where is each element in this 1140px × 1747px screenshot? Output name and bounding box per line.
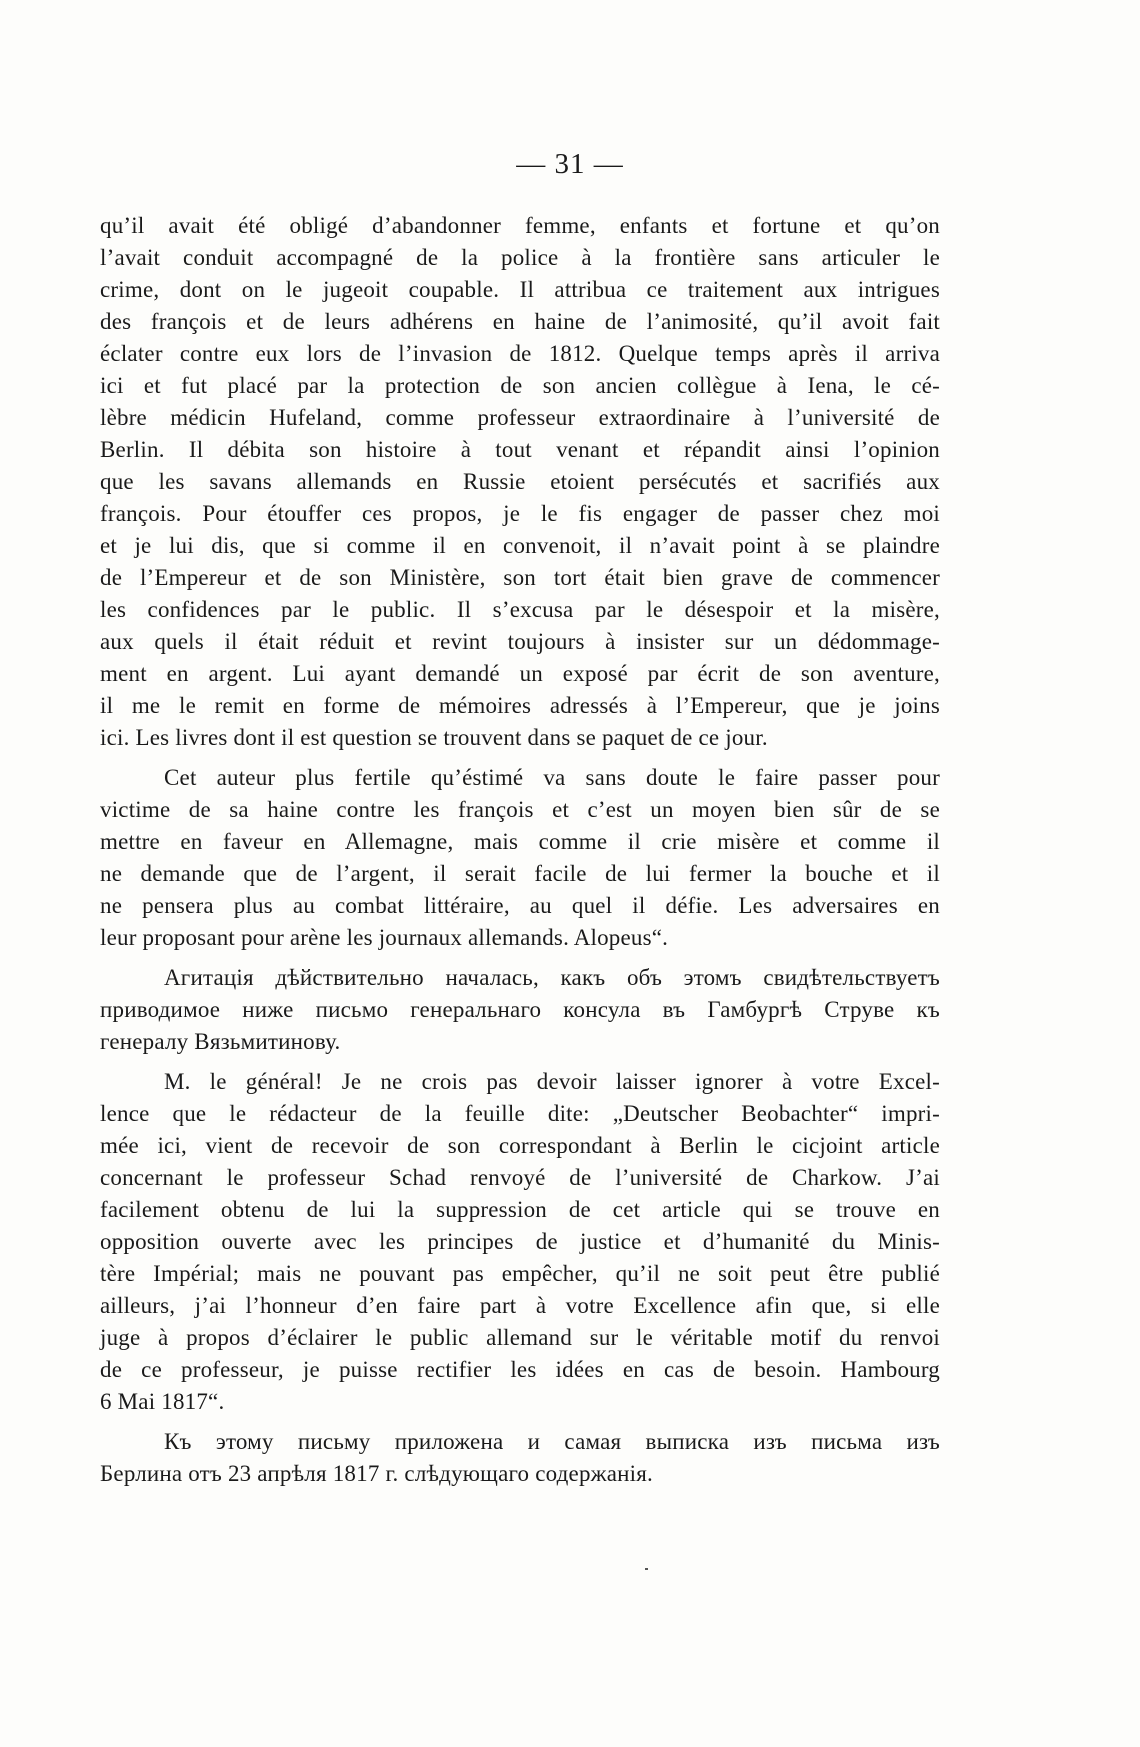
text-line: de ce professeur, je puisse rectifier les idées en cas de besoin. Hambourg xyxy=(100,1357,940,1382)
text-line: ici et fut placé par la protection de son ancien collègue à Iena, le cé- xyxy=(100,373,940,398)
text-line: leur proposant pour arène les journaux allemands. Alopeus“. xyxy=(100,925,669,950)
paragraph-gap xyxy=(100,1418,940,1426)
text-line: ment en argent. Lui ayant demandé un exposé par écrit de son aventure, xyxy=(100,661,940,686)
text-line: Къ этому письму приложена и самая выписка изъ письма изъ xyxy=(164,1429,940,1454)
text-line: concernant le professeur Schad renvoyé de l’université de Charkow. J’ai xyxy=(100,1165,940,1190)
paragraph-agitation xyxy=(100,962,940,1058)
body-text xyxy=(100,210,940,1490)
text-line: les confidences par le public. Il s’excusa par le désespoir et la misère, xyxy=(100,597,940,622)
page-number: — 31 — xyxy=(516,148,624,180)
text-line: 6 Mai 1817“. xyxy=(100,1389,225,1414)
paragraph-gap xyxy=(100,954,940,962)
text-line: l’avait conduit accompagné de la police à la frontière sans articuler le xyxy=(100,245,940,270)
text-line: facilement obtenu de lui la suppression de cet article qui se trouve en xyxy=(100,1197,940,1222)
text-line: mée ici, vient de recevoir de son correspondant à Berlin le cicjoint article xyxy=(100,1133,940,1158)
paragraph-struve-letter xyxy=(100,1066,940,1418)
text-line: генералу Вязьмитинову. xyxy=(100,1029,341,1054)
paragraph-letter-continuation xyxy=(100,210,940,754)
text-line: Берлина отъ 23 апрѣля 1817 г. слѣдующаго содержанія. xyxy=(100,1461,653,1486)
text-line: M. le général! Je ne crois pas devoir laisser ignorer à votre Excel- xyxy=(164,1069,940,1094)
text-line: приводимое ниже письмо генеральнаго консула въ Гамбургѣ Струве къ xyxy=(100,997,940,1022)
text-line: juge à propos d’éclairer le public allemand sur le véritable motif du renvoi xyxy=(100,1325,940,1350)
text-line: ailleurs, j’ai l’honneur d’en faire part à votre Excellence afin que, si elle xyxy=(100,1293,940,1318)
text-line: Berlin. Il débita son histoire à tout venant et répandit ainsi l’opinion xyxy=(100,437,940,462)
text-line: de l’Empereur et de son Ministère, son tort était bien grave de commencer xyxy=(100,565,940,590)
text-line: il me le remit en forme de mémoires adressés à l’Empereur, que je joins xyxy=(100,693,940,718)
text-line: aux quels il était réduit et revint toujours à insister sur un dédommage- xyxy=(100,629,940,654)
paragraph-attachment xyxy=(100,1426,940,1490)
text-line: crime, dont on le jugeoit coupable. Il attribua ce traitement aux intrigues xyxy=(100,277,940,302)
text-line: Cet auteur plus fertile qu’éstimé va sans doute le faire passer pour xyxy=(164,765,940,790)
text-line: éclater contre eux lors de l’invasion de 1812. Quelque temps après il arriva xyxy=(100,341,940,366)
paragraph-gap xyxy=(100,754,940,762)
text-line: lence que le rédacteur de la feuille dite: „Deutscher Beobachter“ impri- xyxy=(100,1101,940,1126)
text-line: qu’il avait été obligé d’abandonner femme, enfants et fortune et qu’on xyxy=(100,213,940,238)
paragraph-gap xyxy=(100,1058,940,1066)
text-line: et je lui dis, que si comme il en convenoit, il n’avait point à se plaindre xyxy=(100,533,940,558)
text-line: Агитація дѣйствительно началась, какъ объ этомъ свидѣтельствуетъ xyxy=(164,965,940,990)
text-line: françois. Pour étouffer ces propos, je le fis engager de passer chez moi xyxy=(100,501,940,526)
text-line: ici. Les livres dont il est question se trouvent dans se paquet de ce jour. xyxy=(100,725,768,750)
text-line: ne pensera plus au combat littéraire, au quel il défie. Les adversaires en xyxy=(100,893,940,918)
text-line: victime de sa haine contre les françois et c’est un moyen bien sûr de se xyxy=(100,797,940,822)
text-line: opposition ouverte avec les principes de justice et d’humanité du Minis- xyxy=(100,1229,940,1254)
paragraph-alopeus xyxy=(100,762,940,954)
text-line: tère Impérial; mais ne pouvant pas empêcher, qu’il ne soit peut être publié xyxy=(100,1261,940,1286)
text-line: lèbre médicin Hufeland, comme professeur extraordinaire à l’université de xyxy=(100,405,940,430)
text-line: que les savans allemands en Russie etoient persécutés et sacrifiés aux xyxy=(100,469,940,494)
print-speck xyxy=(645,1568,648,1570)
text-line: ne demande que de l’argent, il serait facile de lui fermer la bouche et il xyxy=(100,861,940,886)
text-line: mettre en faveur en Allemagne, mais comme il crie misère et comme il xyxy=(100,829,940,854)
text-line: des françois et de leurs adhérens en haine de l’animosité, qu’il avoit fait xyxy=(100,309,940,334)
